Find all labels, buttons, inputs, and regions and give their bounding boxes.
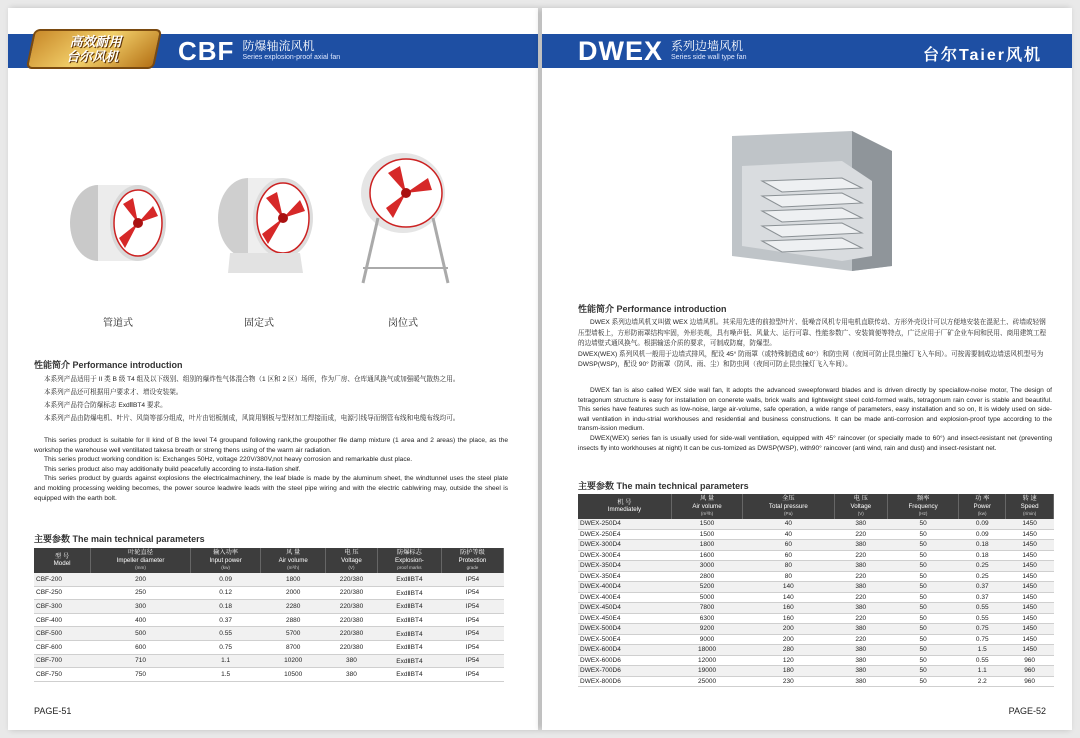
table-cell: 960	[1006, 666, 1054, 677]
table-cell: 1450	[1006, 561, 1054, 572]
table-cell: 5000	[671, 592, 742, 603]
table-cell: 280	[743, 645, 834, 656]
table-cell: 140	[743, 592, 834, 603]
table-cell: 380	[834, 582, 887, 593]
fan-label-fixed: 固定式	[244, 318, 274, 329]
table-cell: CBF-500	[34, 627, 91, 641]
table-cell: 140	[743, 582, 834, 593]
table-cell: 180	[743, 666, 834, 677]
table-cell: DWEX-300D4	[578, 540, 671, 551]
table-row	[578, 519, 1054, 530]
table-cell: 1450	[1006, 645, 1054, 656]
table-cell: 220	[834, 550, 887, 561]
table-cell: ExdⅡBT4	[377, 627, 441, 641]
post-fan-image	[348, 148, 458, 288]
table-cell: 50	[887, 529, 958, 540]
table-cell: 960	[1006, 655, 1054, 666]
table-cell: 380	[834, 655, 887, 666]
table-cell: 220	[834, 529, 887, 540]
side-wall-fan-image	[722, 126, 902, 276]
table-cell: 2.2	[959, 676, 1006, 687]
table-row	[34, 668, 504, 682]
column-header: 输入功率 Input power (kw)	[190, 548, 261, 573]
table-cell: 1600	[671, 550, 742, 561]
table-cell: ExdⅡBT4	[377, 600, 441, 614]
table-cell: 0.18	[190, 600, 261, 614]
table-cell: 0.37	[959, 582, 1006, 593]
page-number-left: PAGE-51	[34, 706, 72, 716]
table-cell: ExdⅡBT4	[377, 613, 441, 627]
table-row	[34, 613, 504, 627]
table-cell: 960	[1006, 676, 1054, 687]
table-cell: 220	[834, 571, 887, 582]
table-cell: DWEX-400E4	[578, 592, 671, 603]
table-cell: 40	[743, 519, 834, 530]
table-cell: 1450	[1006, 582, 1054, 593]
table-cell: 750	[91, 668, 191, 682]
table-cell: CBF-300	[34, 600, 91, 614]
table-row	[34, 654, 504, 668]
column-header: 机 号 Immediately	[578, 494, 671, 519]
table-cell: 80	[743, 561, 834, 572]
table-cell: DWEX-400D4	[578, 582, 671, 593]
table-cell: 1.5	[959, 645, 1006, 656]
table-cell: 710	[91, 654, 191, 668]
table-cell: 50	[887, 676, 958, 687]
table-cell: CBF-700	[34, 654, 91, 668]
table-row	[578, 624, 1054, 635]
table-cell: 400	[91, 613, 191, 627]
table-cell: 380	[834, 540, 887, 551]
en-description-right: DWEX fan is also called WEX side wall fan, It adopts the advanced sweepforward blades and is driven directly by speciallow-noise motor, The design of tetragonum structure is easy for installation on conerete walls, brick walls and lightweight steel cold-formed walls, tetragonum rain cover is stable and beautiful. This series have features such as low-noise, large air-volume, safe operation, a wide range of parameters, easy installation and so on, It is widely used on side-wall ventilation in indu-strial workhouses and residential and business constructions. It can be made anti-corrosion and explosion-proof type according to the transm-ission medium. DWEX(WEX) series fan is usually used for side-wall ventilation, equipped with 45° raincover (or specially made to 60°) and insect-resistant net (preventing insects fly into workhouses at night) It can be cus-tomized as DWSP(WSP), with90° raincover (anti wind, rain and dust) and insect-resistant net.	[578, 387, 1052, 452]
column-header: 风 量 Air volume (m³/h)	[671, 494, 742, 519]
table-cell: IP54	[441, 613, 503, 627]
brand-logo: 台尔Taier风机	[922, 47, 1042, 64]
table-cell: CBF-400	[34, 613, 91, 627]
table-row	[578, 666, 1054, 677]
table-cell: DWEX-450D4	[578, 603, 671, 614]
table-cell: DWEX-350E4	[578, 571, 671, 582]
table-cell: DWEX-500E4	[578, 634, 671, 645]
table-cell: 10200	[261, 654, 326, 668]
table-cell: 1450	[1006, 571, 1054, 582]
table-cell: 60	[743, 540, 834, 551]
table-cell: IP54	[441, 600, 503, 614]
table-cell: ExdⅡBT4	[377, 573, 441, 587]
table-cell: 40	[743, 529, 834, 540]
table-cell: 5700	[261, 627, 326, 641]
table-cell: 160	[743, 613, 834, 624]
product-title-cn: 防爆轴流风机	[242, 39, 315, 53]
table-cell: 12000	[671, 655, 742, 666]
table-cell: 300	[91, 600, 191, 614]
table-cell: 1450	[1006, 634, 1054, 645]
table-cell: 380	[834, 624, 887, 635]
table-cell: ExdⅡBT4	[377, 640, 441, 654]
perf-title-right: 性能简介 Performance introduction	[578, 304, 727, 314]
table-row	[578, 655, 1054, 666]
table-cell: 9200	[671, 624, 742, 635]
badge-line-1: 高效耐用	[69, 34, 122, 49]
table-cell: 0.18	[959, 540, 1006, 551]
table-cell: 50	[887, 634, 958, 645]
table-cell: 50	[887, 624, 958, 635]
table-cell: 2880	[261, 613, 326, 627]
table-cell: 1450	[1006, 540, 1054, 551]
table-cell: 220/380	[326, 600, 378, 614]
table-cell: 380	[834, 561, 887, 572]
table-cell: 230	[743, 676, 834, 687]
table-row	[34, 573, 504, 587]
table-cell: 50	[887, 519, 958, 530]
table-cell: 3000	[671, 561, 742, 572]
cn-description-left: 本系列产品适用于 II 类 B 级 T4 组及以下级别、组别的爆炸性气体混合物（1 区和 2 区）场所，作为厂房、仓库通风换气或加强暖气散热之用。 本系列产品还可根据用户要求才、增设安装架。 本系列产品符合防爆标志 ExdⅡBT4 要求。 本系列产品由防爆电机、叶片、风筒等部分组成，叶片由铝板制成，风筒用钢板与型材加工焊接而成，电源引线导而钢管布线和电缆布线均可。	[44, 376, 460, 422]
column-header: 防护等级 Protection grade	[441, 548, 503, 573]
parameters-table-left	[34, 548, 504, 682]
table-cell: 2280	[261, 600, 326, 614]
table-cell: IP54	[441, 586, 503, 600]
table-cell: 7800	[671, 603, 742, 614]
table-cell: 220/380	[326, 586, 378, 600]
fan-label-duct: 管道式	[103, 318, 133, 329]
table-cell: 220/380	[326, 613, 378, 627]
table-cell: 0.25	[959, 561, 1006, 572]
table-cell: 0.55	[959, 613, 1006, 624]
table-cell: 220/380	[326, 627, 378, 641]
table-cell: ExdⅡBT4	[377, 654, 441, 668]
table-cell: 50	[887, 655, 958, 666]
table-cell: 0.75	[190, 640, 261, 654]
table-cell: CBF-750	[34, 668, 91, 682]
page-number-right: PAGE-52	[1008, 706, 1046, 716]
table-cell: 80	[743, 571, 834, 582]
table-row	[578, 645, 1054, 656]
table-row	[578, 613, 1054, 624]
table-row	[578, 603, 1054, 614]
product-title-en: Series explosion-proof axial fan	[242, 54, 341, 61]
table-cell: DWEX-450E4	[578, 613, 671, 624]
table-row	[578, 561, 1054, 572]
table-cell: 1500	[671, 529, 742, 540]
table-cell: 0.55	[959, 603, 1006, 614]
table-cell: 50	[887, 666, 958, 677]
table-cell: 1800	[261, 573, 326, 587]
table-cell: 380	[834, 645, 887, 656]
table-cell: CBF-600	[34, 640, 91, 654]
table-cell: 220/380	[326, 573, 378, 587]
product-code: CBF	[178, 35, 235, 66]
table-cell: 200	[743, 634, 834, 645]
param-title-right: 主要参数 The main technical parameters	[578, 481, 749, 491]
column-header: 防爆标志 Explosion- proof marks	[377, 548, 441, 573]
table-cell: IP54	[441, 654, 503, 668]
table-cell: 200	[91, 573, 191, 587]
table-cell: 220	[834, 592, 887, 603]
table-cell: IP54	[441, 627, 503, 641]
table-cell: 0.09	[959, 519, 1006, 530]
table-cell: 120	[743, 655, 834, 666]
table-cell: 18000	[671, 645, 742, 656]
table-cell: DWEX-800D6	[578, 676, 671, 687]
table-row	[578, 529, 1054, 540]
table-row	[578, 582, 1054, 593]
table-cell: 200	[743, 624, 834, 635]
table-cell: 5200	[671, 582, 742, 593]
table-cell: 2800	[671, 571, 742, 582]
table-cell: 9000	[671, 634, 742, 645]
table-cell: 0.37	[959, 592, 1006, 603]
table-cell: 50	[887, 592, 958, 603]
table-row	[34, 640, 504, 654]
table-cell: 50	[887, 571, 958, 582]
table-cell: DWEX-700D6	[578, 666, 671, 677]
table-cell: 1450	[1006, 603, 1054, 614]
table-cell: 2000	[261, 586, 326, 600]
table-cell: 25000	[671, 676, 742, 687]
table-row	[34, 600, 504, 614]
table-cell: 50	[887, 582, 958, 593]
table-cell: 380	[834, 603, 887, 614]
table-cell: 1450	[1006, 592, 1054, 603]
table-cell: 50	[887, 550, 958, 561]
table-cell: 220/380	[326, 640, 378, 654]
table-cell: DWEX-350D4	[578, 561, 671, 572]
table-cell: IP54	[441, 640, 503, 654]
table-cell: 1.5	[190, 668, 261, 682]
table-cell: 1450	[1006, 519, 1054, 530]
table-row	[578, 540, 1054, 551]
table-cell: ExdⅡBT4	[377, 586, 441, 600]
table-cell: 380	[326, 668, 378, 682]
table-cell: IP54	[441, 573, 503, 587]
table-row	[34, 627, 504, 641]
column-header: 叶轮直径 Impeller diameter (mm)	[91, 548, 191, 573]
table-cell: 0.75	[959, 634, 1006, 645]
perf-title-left: 性能简介 Performance introduction	[34, 360, 183, 370]
column-header: 转 速 Speed (r/min)	[1006, 494, 1054, 519]
table-row	[34, 586, 504, 600]
product-title-en-right: Series side wall type fan	[671, 54, 747, 61]
table-cell: 0.75	[959, 624, 1006, 635]
table-cell: 50	[887, 613, 958, 624]
table-cell: 10500	[261, 668, 326, 682]
table-cell: 1450	[1006, 529, 1054, 540]
column-header: 风 量 Air volume (m³/h)	[261, 548, 326, 573]
table-row	[578, 550, 1054, 561]
table-cell: 600	[91, 640, 191, 654]
page-left	[8, 8, 538, 730]
table-row	[578, 634, 1054, 645]
page-right	[542, 8, 1072, 730]
table-cell: DWEX-250E4	[578, 529, 671, 540]
table-cell: DWEX-500D4	[578, 624, 671, 635]
table-cell: 50	[887, 561, 958, 572]
table-cell: 1.1	[959, 666, 1006, 677]
table-cell: 0.37	[190, 613, 261, 627]
duct-fan-image	[63, 176, 173, 271]
table-cell: 50	[887, 645, 958, 656]
table-cell: 0.25	[959, 571, 1006, 582]
table-cell: 380	[834, 676, 887, 687]
badge-line-2: 台尔风机	[66, 49, 119, 64]
table-row	[578, 592, 1054, 603]
table-cell: CBF-250	[34, 586, 91, 600]
table-cell: 160	[743, 603, 834, 614]
table-cell: 1800	[671, 540, 742, 551]
column-header: 功 率 Power (kw)	[959, 494, 1006, 519]
param-title-left: 主要参数 The main technical parameters	[34, 534, 205, 544]
table-cell: 0.55	[959, 655, 1006, 666]
table-cell: DWEX-600D4	[578, 645, 671, 656]
fan-label-post: 岗位式	[388, 318, 418, 329]
table-cell: 220	[834, 613, 887, 624]
table-row	[578, 571, 1054, 582]
column-header: 电 压 Voltage (V)	[326, 548, 378, 573]
table-cell: 1500	[671, 519, 742, 530]
table-cell: 0.09	[959, 529, 1006, 540]
table-cell: 6300	[671, 613, 742, 624]
en-description-left: This series product is suitable for II kind of B the level T4 groupand following rank,the groupother file damp mixture (1 area and 2 areas) the place, as the workshop the warehouse well ventillated takesa breath or streng thens using of the warm air radiation. This series product working condition is: Exchanges 50Hz, voltage 220V/380V,not heavy corrosion and remarkable dust place. This series product also may additionally build peacefully according to insta-llation shelf. This series product by guards against explosions the electricalmachinery, the leaf blade is made by the aluminum sheet, the windtunnel uses the steel plate and molding processing welding becomes, the power source leadwire leads with the steel pipe wiring and with the electric cablwiring may, outside the sheel is equipped with the earth bolt.	[34, 437, 508, 502]
table-cell: 250	[91, 586, 191, 600]
table-cell: 19000	[671, 666, 742, 677]
table-row	[578, 676, 1054, 687]
table-cell: 0.09	[190, 573, 261, 587]
table-cell: DWEX-600D6	[578, 655, 671, 666]
table-cell: IP54	[441, 668, 503, 682]
cn-description-right: DWEX 系列边墙风机又叫做 WEX 边墙风机。其采用先进的前掠型叶片、低噪音风机专用电机直联传动、方形外壳设计可以方便地安装在混泥土、砖墙或轻钢压型墙板上，方形防雨罩结构牢固，外形美观，具有噪声低、风量大、运行可靠、性能参数广、安装简便等特点，广泛应用于厂矿企业车间和民用、商用建筑工程的边墙壁式通风换气。根据输送介质的要求，可制成防腐，防爆型。 DWEX(WEX) 系列风机一般用于边墙式排风，配设 45° 防雨罩（或特殊制造成 60°）和防虫网（夜间可防止昆虫撞灯飞入车间）。可按需要制成边墙送风机型号为 DWSP(WSP)，配设 90° 防雨罩（防风、雨、尘）和防虫网（夜间可防止昆虫撞灯飞入车间）。	[578, 319, 1047, 368]
table-cell: 220	[834, 634, 887, 645]
table-cell: 1450	[1006, 550, 1054, 561]
table-cell: DWEX-300E4	[578, 550, 671, 561]
table-cell: 380	[326, 654, 378, 668]
header-bar-right	[542, 34, 1072, 68]
table-cell: 0.18	[959, 550, 1006, 561]
column-header: 全压 Total pressure (Pa)	[743, 494, 834, 519]
table-cell: 1450	[1006, 613, 1054, 624]
fixed-fan-image	[208, 168, 318, 278]
table-cell: 50	[887, 603, 958, 614]
table-cell: 60	[743, 550, 834, 561]
column-header: 型 号 Model	[34, 548, 91, 573]
table-cell: ExdⅡBT4	[377, 668, 441, 682]
table-cell: 1450	[1006, 624, 1054, 635]
column-header: 频率 Frequency (Hz)	[887, 494, 958, 519]
product-title-cn-right: 系列边墙风机	[671, 39, 744, 53]
table-cell: 500	[91, 627, 191, 641]
table-cell: 8700	[261, 640, 326, 654]
parameters-table-right	[578, 494, 1054, 687]
table-cell: 380	[834, 519, 887, 530]
table-cell: 0.12	[190, 586, 261, 600]
table-cell: 1.1	[190, 654, 261, 668]
column-header: 电 压 Voltage (V)	[834, 494, 887, 519]
table-cell: 50	[887, 540, 958, 551]
product-code-right: DWEX	[578, 35, 663, 66]
table-cell: 380	[834, 666, 887, 677]
brand-badge	[26, 29, 163, 69]
table-cell: DWEX-250D4	[578, 519, 671, 530]
table-cell: 0.55	[190, 627, 261, 641]
table-cell: CBF-200	[34, 573, 91, 587]
